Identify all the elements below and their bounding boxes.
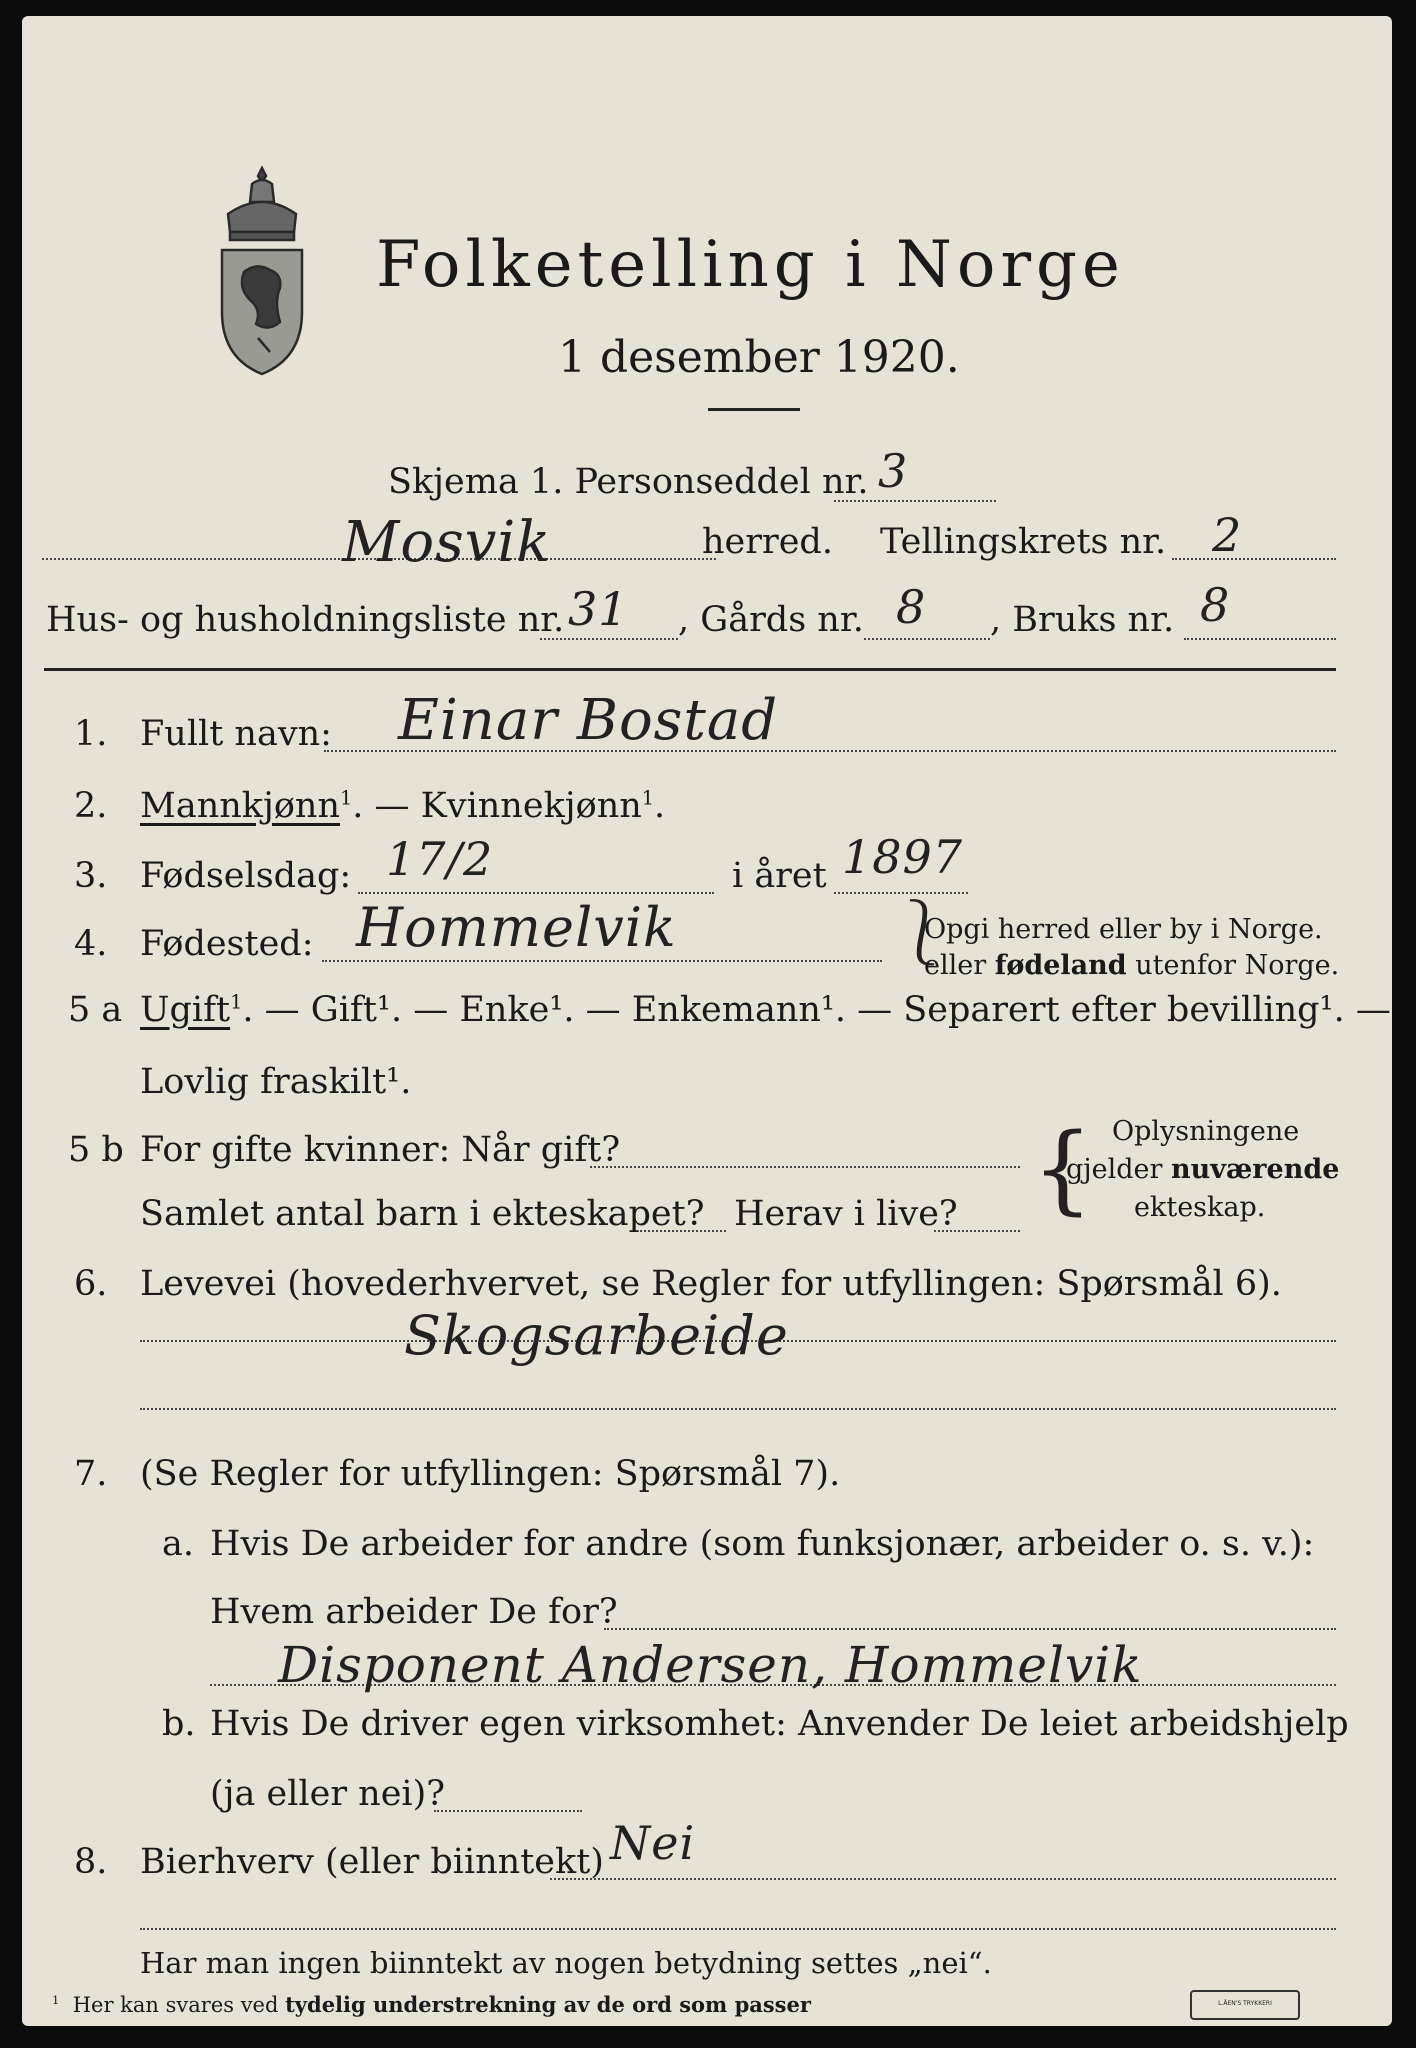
q2-number: 2. xyxy=(74,786,108,826)
birthday-value[interactable]: 17/2 xyxy=(386,832,494,886)
tellingskrets-value[interactable]: 2 xyxy=(1212,508,1243,562)
birth-year-value[interactable]: 1897 xyxy=(842,830,964,884)
footnote-number: 1 xyxy=(52,1993,60,2007)
husliste-line xyxy=(540,638,678,640)
printer-stamp: L.ÅEN'S TRYKKERI xyxy=(1190,1990,1300,2020)
q5b-note2-bold: nuværende xyxy=(1171,1154,1340,1185)
herred-label: herred. xyxy=(702,522,833,562)
header-divider xyxy=(44,668,1336,671)
footer-note: Har man ingen biinntekt av nogen betydning settes „nei“. xyxy=(140,1946,992,1980)
q3-label: Fødselsdag: xyxy=(140,856,352,896)
ugift-option[interactable]: Ugift xyxy=(140,990,231,1030)
q7-label: (Se Regler for utfyllingen: Spørsmål 7). xyxy=(140,1454,841,1494)
coat-of-arms-icon xyxy=(208,162,316,378)
footnote xyxy=(52,1992,811,2017)
q4-note-line1: Opgi herred eller by i Norge. xyxy=(924,914,1323,945)
q7b-letter: b. xyxy=(162,1704,196,1744)
skjema-line xyxy=(834,500,996,502)
footnote-mark: 1 xyxy=(340,786,353,810)
q4-number: 4. xyxy=(74,924,108,964)
q5b-label1: For gifte kvinner: Når gift? xyxy=(140,1130,621,1170)
footnote-bold: tydelig understrekning av de xyxy=(285,1992,625,2017)
occupation-value[interactable]: Skogsarbeide xyxy=(404,1304,789,1367)
skjema-label: Skjema 1. Personseddel nr. xyxy=(388,462,869,502)
employer-value[interactable]: Disponent Andersen, Hommelvik xyxy=(278,1636,1143,1694)
personseddel-number[interactable]: 3 xyxy=(878,444,909,498)
tellingskrets-label: Tellingskrets nr. xyxy=(880,522,1167,562)
census-date: 1 desember 1920. xyxy=(558,332,960,383)
q5b-note3: ekteskap. xyxy=(1134,1192,1266,1223)
gards-label: , Gårds nr. xyxy=(678,600,864,640)
q4-note-line2 xyxy=(924,950,1339,981)
footer-line xyxy=(140,1928,1336,1930)
footnote-a: Her kan svares ved xyxy=(72,1993,286,2017)
q4-label: Fødested: xyxy=(140,924,314,964)
birth-year-line xyxy=(834,892,968,894)
herred-value[interactable]: Mosvik xyxy=(342,510,552,575)
q4-note-bold: fødeland xyxy=(994,950,1127,981)
kvinnekjonn-option[interactable]: Kvinnekjønn xyxy=(420,786,642,826)
married-when-line xyxy=(590,1166,1020,1168)
q7a-question: Hvem arbeider De for? xyxy=(210,1592,618,1632)
q8-label: Bierhverv (eller biinntekt) xyxy=(140,1842,604,1882)
husliste-value[interactable]: 31 xyxy=(568,582,629,636)
q5b-label3: Herav i live? xyxy=(734,1194,958,1234)
side-income-line xyxy=(550,1878,1336,1880)
birthplace-line xyxy=(322,960,882,962)
q4-note-c: utenfor Norge. xyxy=(1126,950,1340,981)
mannkjonn-option[interactable]: Mannkjønn xyxy=(140,786,341,826)
q6-number: 6. xyxy=(74,1264,108,1304)
children-alive-line xyxy=(934,1230,1020,1232)
q5b-number: 5 b xyxy=(68,1130,124,1170)
q7a-letter: a. xyxy=(162,1524,194,1564)
gards-line xyxy=(864,638,990,640)
q5b-brace: { xyxy=(1032,1113,1094,1225)
side-income-value[interactable]: Nei xyxy=(610,1816,696,1870)
q2-end: . xyxy=(654,786,666,826)
bruks-label: , Bruks nr. xyxy=(990,600,1175,640)
q6-label: Levevei (hovederhvervet, se Regler for utfyllingen: Spørsmål 6). xyxy=(140,1264,1282,1304)
footnote-mark: 1 xyxy=(230,990,243,1014)
q3-number: 3. xyxy=(74,856,108,896)
birthday-line xyxy=(358,892,714,894)
page-title: Folketelling i Norge xyxy=(376,228,1125,302)
q5a-options xyxy=(140,990,1391,1030)
footnote-c: ord som passer xyxy=(624,1992,811,2017)
husliste-label: Hus- og husholdningsliste nr. xyxy=(46,600,565,640)
occupation-line-2 xyxy=(140,1408,1336,1410)
employer-line xyxy=(604,1628,1336,1630)
q2-separator: . — xyxy=(352,786,421,826)
q5a-line2[interactable]: Lovlig fraskilt¹. xyxy=(140,1062,412,1102)
q2-gender-options xyxy=(140,786,665,826)
q5b-note2 xyxy=(1066,1154,1339,1185)
birthplace-value[interactable]: Hommelvik xyxy=(356,896,677,959)
q7b-text: Hvis De driver egen virksomhet: Anvender De leiet arbeidshjelp xyxy=(210,1704,1349,1744)
q7b-question: (ja eller nei)? xyxy=(210,1774,446,1814)
bruks-value[interactable]: 8 xyxy=(1200,578,1231,632)
footnote-mark: 1 xyxy=(641,786,655,810)
full-name-value[interactable]: Einar Bostad xyxy=(398,688,779,753)
bruks-line xyxy=(1184,638,1336,640)
q5a-number: 5 a xyxy=(68,990,123,1030)
q7-number: 7. xyxy=(74,1454,108,1494)
q7a-text: Hvis De arbeider for andre (som funksjonær, arbeider o. s. v.): xyxy=(210,1524,1315,1564)
tellingskrets-line xyxy=(1172,558,1336,560)
census-form-sheet xyxy=(22,16,1392,2026)
title-divider xyxy=(708,408,800,411)
q5a-other-options[interactable]: . — Gift¹. — Enke¹. — Enkemann¹. — Separert efter bevilling¹. — xyxy=(242,990,1391,1030)
q5b-note2-a: gjelder xyxy=(1066,1154,1172,1185)
gards-value[interactable]: 8 xyxy=(896,580,927,634)
q4-brace: ⎱ xyxy=(890,897,954,971)
q8-number: 8. xyxy=(74,1842,108,1882)
birth-year-label: i året xyxy=(732,856,827,896)
hired-help-line xyxy=(434,1810,582,1812)
q5b-note1: Oplysningene xyxy=(1112,1116,1300,1147)
children-count-line xyxy=(640,1230,726,1232)
q4-note-a: eller xyxy=(924,950,995,981)
q1-label: Fullt navn: xyxy=(140,714,332,754)
q1-number: 1. xyxy=(74,714,108,754)
q5b-label2: Samlet antal barn i ekteskapet? xyxy=(140,1194,705,1234)
